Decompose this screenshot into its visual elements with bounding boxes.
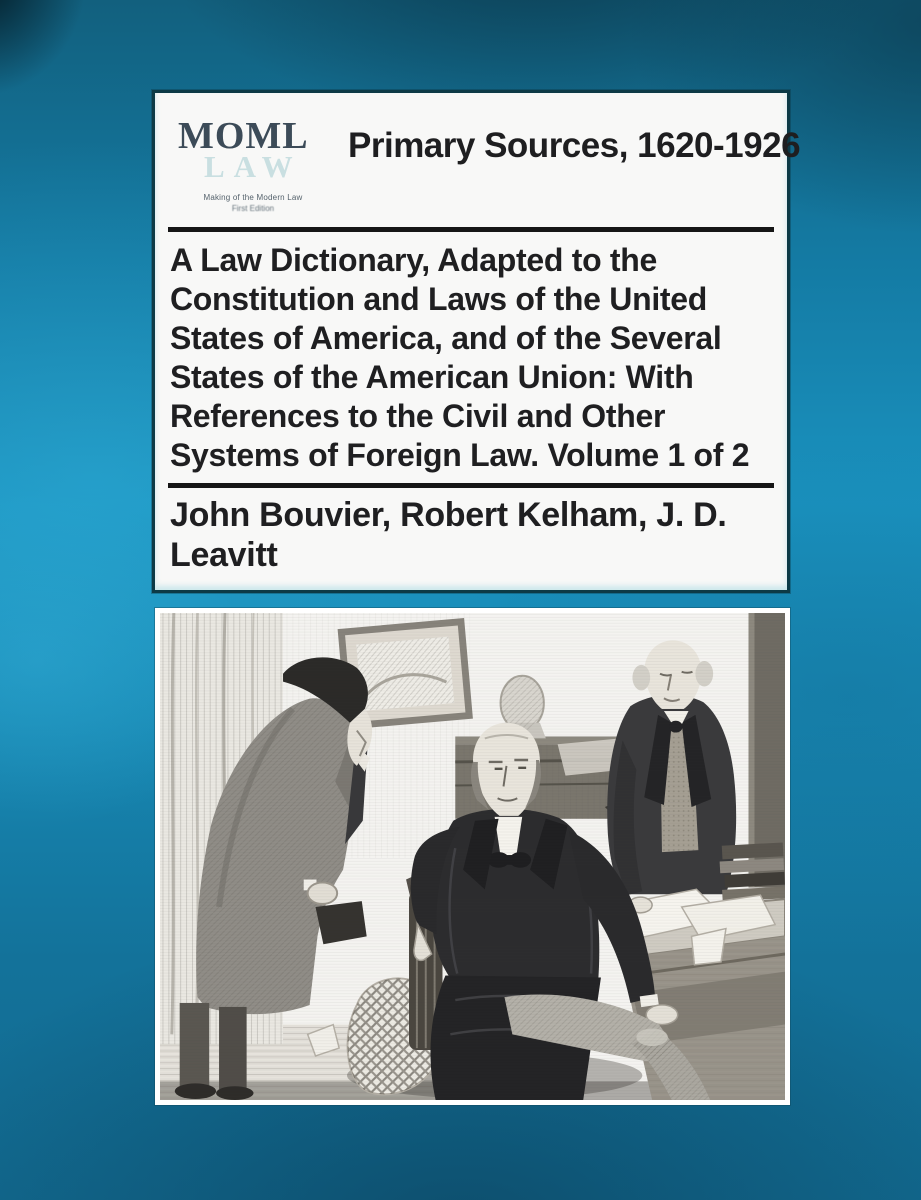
book-title-line: References to the Civil and Other [170,398,666,434]
publisher-logo-acronym: MOML [178,115,309,157]
book-cover-content [155,93,801,583]
book-title [168,241,774,475]
book-title-line: States of America, and of the Several [170,320,722,356]
book-title-line: A Law Dictionary, Adapted to the [170,242,658,278]
publisher-logo-watermark: LAW [204,149,302,184]
cover-illustration [155,608,790,1105]
book-authors [168,495,774,575]
publisher-logo-tagline: Making of the Modern Law [203,193,303,202]
book-authors-line: Leavitt [170,536,278,574]
divider-rule-top [168,227,774,232]
divider-rule-mid [168,483,774,488]
study-engraving [160,613,785,1100]
engraving-texture [160,613,785,1100]
cover-header [168,101,801,223]
publisher-logo-edition: First Edition [231,204,275,213]
publisher-logo [168,101,348,223]
book-title-line: States of the American Union: With [170,359,694,395]
book-cover[interactable] [152,90,801,593]
book-title-line: Constitution and Laws of the United [170,281,708,317]
series-title: Primary Sources, 1620-1926 [348,126,801,165]
book-title-line: Systems of Foreign Law. Volume 1 of 2 [170,437,750,473]
book-authors-line: John Bouvier, Robert Kelham, J. D. [170,496,727,534]
